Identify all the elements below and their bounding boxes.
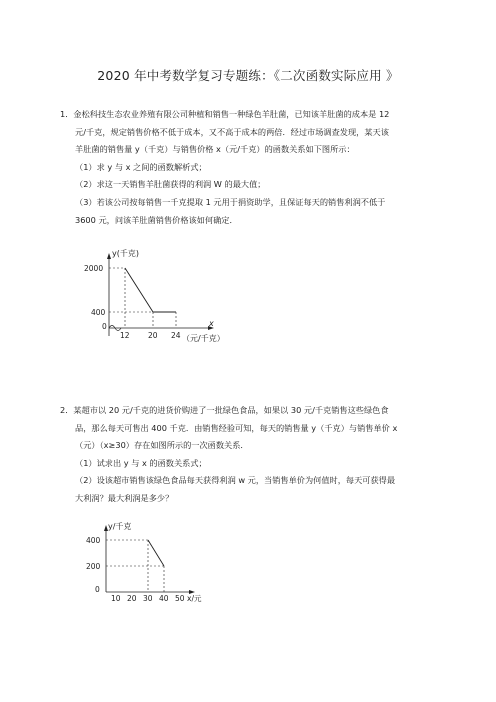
problem-1-question: （3）若该公司按每销售一千克提取 1 元用于捐资助学，且保证每天的销售利润不低于: [75, 196, 386, 207]
chart-1-x-label: x: [209, 319, 214, 328]
problem-1-question: （1）求 y 与 x 之间的函数解析式；: [75, 161, 207, 172]
chart-2-x-tick: 30: [143, 594, 153, 603]
chart-1-x-tick: 24: [171, 331, 181, 340]
chart-2-x-tick: 10: [111, 594, 121, 603]
problem-1-line: 元/千克，规定销售价格不低于成本，又不高于成本的两倍．经过市场调查发现，某天该: [75, 126, 389, 137]
chart-2-x-tick: 50: [175, 594, 185, 603]
chart-1: [78, 248, 248, 348]
chart-1-y-tick: 2000: [84, 264, 104, 273]
chart-1-y-arrow: [107, 253, 111, 259]
problem-2-line: 品，那么每天可售出 400 千克．由销售经验可知，每天的销售量 y（千克）与销售单价 x: [75, 422, 398, 433]
problem-2-question: （2）设该超市销售该绿色食品每天获得利润 w 元，当销售单价为何值时，每天可获得最: [75, 475, 396, 486]
chart-1-origin: 0: [102, 322, 107, 331]
chart-1-y-tick: 400: [91, 308, 106, 317]
chart-1-x-unit: （元/千克）: [182, 334, 225, 343]
chart-2-y-label: y/千克: [108, 522, 132, 531]
chart-2-x-label: x/元: [187, 594, 202, 603]
chart-1-y-label: y(千克): [112, 249, 139, 258]
problem-2-question: 大利润？最大利润是多少？: [75, 492, 174, 503]
problem-2: [60, 402, 440, 508]
chart-2-x-tick: 40: [159, 594, 169, 603]
problem-2-line: （元）（x≥30）存在如图所示的一次函数关系．: [75, 440, 249, 451]
problem-1-line: 1．金松科技生态农业养殖有限公司种植和销售一种绿色羊肚菌，已知该羊肚菌的成本是 12: [60, 109, 390, 119]
chart-2-origin: 0: [95, 585, 100, 594]
problem-2-question: （1）试求出 y 与 x 的函数关系式；: [75, 457, 207, 468]
page-title: 2020 年中考数学复习专题练：《二次函数实际应用 》: [97, 68, 399, 83]
problem-1-question: （2）求这一天销售羊肚菌获得的利润 W 的最大值；: [75, 179, 266, 190]
problem-2-line: 2．某超市以 20 元/千克的进货价购进了一批绿色食品，如果以 30 元/千克销售这些绿色食: [60, 405, 389, 415]
problem-1: [60, 106, 440, 229]
chart-2-series-line: [148, 540, 164, 566]
chart-1-x-tick: 20: [148, 331, 158, 340]
chart-1-x-tick: 12: [120, 331, 130, 340]
chart-2-y-tick: 200: [86, 562, 101, 571]
problem-1-question: 3600 元，问该羊肚菌销售价格该如何确定．: [75, 214, 238, 225]
chart-2: [78, 521, 228, 603]
chart-2-y-tick: 400: [86, 536, 101, 545]
problem-1-line: 羊肚菌的销售量 y（千克）与销售价格 x（元/千克）的函数关系如下图所示：: [75, 144, 355, 155]
chart-2-x-tick: 20: [127, 594, 137, 603]
chart-1-series-line: [125, 268, 176, 312]
